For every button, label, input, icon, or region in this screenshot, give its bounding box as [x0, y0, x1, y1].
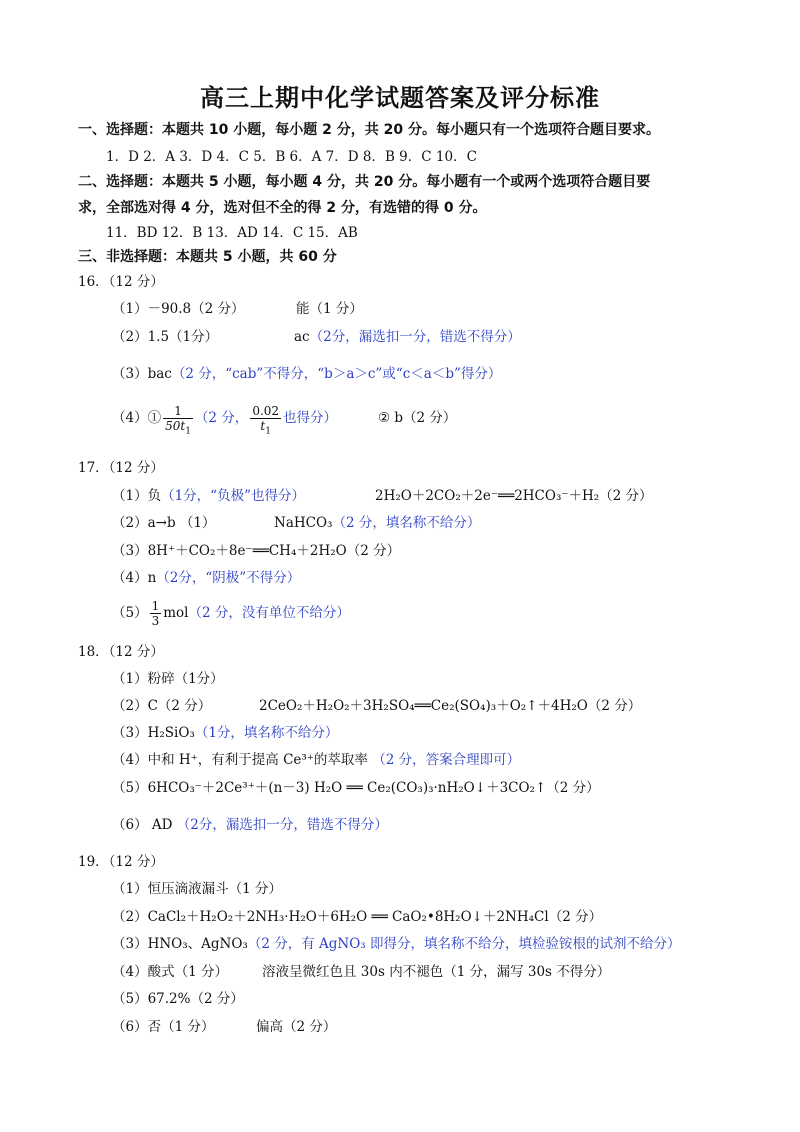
- q16-answer-2b: [294, 328, 521, 346]
- q17-answer-3: （3）8H⁺＋CO₂＋8e⁻══CH₄＋2H₂O（2 分）: [112, 543, 401, 559]
- q18-answer-6-value: （6） AD: [112, 817, 173, 833]
- section2-header-line2: 求，全部选对得 4 分，选对但不全的得 2 分，有选错的得 0 分。: [78, 200, 487, 216]
- q18-answer-2: （2）C（2 分）: [112, 698, 212, 714]
- q17-answer-5-prefix: （5）: [112, 605, 148, 621]
- q17-fraction-den: 3: [151, 614, 160, 628]
- q19-label: 19．（12 分）: [78, 854, 164, 870]
- q17-answer-5-unit: mol: [163, 605, 189, 621]
- q18-answer-2b: 2CeO₂＋H₂O₂＋3H₂SO₄══Ce₂(SO₄)₃＋O₂↑＋4H₂O（2 分）: [259, 698, 642, 714]
- q17-answer-4: [112, 569, 300, 587]
- q16-fraction-2-num: 0.02: [252, 404, 280, 418]
- q17-answer-5-note: （2 分，没有单位不给分）: [188, 605, 350, 621]
- q17-answer-2b: [274, 514, 480, 532]
- q17-answer-1b: 2H₂O＋2CO₂＋2e⁻══2HCO₃⁻＋H₂（2 分）: [375, 488, 653, 504]
- q16-answer-4b: ② b（2 分）: [378, 410, 457, 426]
- q17-answer-5: [112, 594, 350, 632]
- q16-answer-1b: 能（1 分）: [296, 301, 363, 317]
- q16-fraction-1-num: 1: [163, 404, 193, 419]
- section2-answers: 11．BD 12．B 13．AD 14．C 15．AB: [106, 225, 358, 241]
- q19-answer-6: （6）否（1 分）: [112, 1019, 215, 1035]
- q16-answer-2b-note: （2分，漏选扣一分，错选不得分）: [309, 329, 521, 345]
- q19-answer-6b: 偏高（2 分）: [256, 1019, 337, 1035]
- q17-fraction-num: 1: [151, 599, 160, 613]
- q16-label: 16．（12 分）: [78, 274, 164, 290]
- q16-answer-3: [112, 365, 501, 383]
- q18-answer-4-note: （2 分，答案合理即可）: [372, 752, 521, 768]
- q17-answer-2: （2）a→b （1）: [112, 515, 216, 531]
- q18-answer-6-note: （2分，漏选扣一分，错选不得分）: [176, 817, 388, 833]
- q18-answer-6: [112, 816, 388, 834]
- q17-answer-2b-note: （2 分，填名称不给分）: [332, 515, 481, 531]
- q16-answer-3-value: （3）bac: [112, 366, 172, 382]
- q18-label: 18．（12 分）: [78, 644, 164, 660]
- q16-answer-3-note: （2 分，“cab”不得分，“b＞a＞c”或“c＜a＜b”得分）: [171, 366, 502, 382]
- q16-fraction-2-den-sub: 1: [265, 426, 271, 437]
- page-title: 高三上期中化学试题答案及评分标准: [200, 84, 600, 112]
- q16-answer-4-prefix: （4）①: [112, 410, 162, 426]
- q18-answer-3-note: （1分，填名称不给分）: [194, 725, 339, 741]
- q16-fraction-1-den-sub: 1: [185, 426, 191, 437]
- q19-answer-5: （5）67.2%（2 分）: [112, 991, 244, 1007]
- q16-fraction-2-den: [250, 419, 281, 437]
- section1-answers: 1．D 2．A 3．D 4．C 5．B 6．A 7．D 8．B 9．C 10．C: [106, 149, 477, 165]
- q18-answer-4-value: （4）中和 H⁺，有利于提高 Ce³⁺的萃取率: [112, 752, 368, 768]
- q16-fraction-1-den: [163, 419, 193, 437]
- q17-label: 17．（12 分）: [78, 460, 164, 476]
- q16-fraction-1-den-text: 50t: [165, 419, 186, 433]
- q17-answer-4-value: （4）n: [112, 570, 157, 586]
- q17-answer-4-note: （2分，“阴极”不得分）: [156, 570, 301, 586]
- q19-answer-4: （4）酸式（1 分）: [112, 964, 228, 980]
- q16-fraction-2-den-text: t: [260, 419, 266, 433]
- q16-answer-2: （2）1.5（1分）: [112, 329, 219, 345]
- q16-answer-4-note2: 也得分）: [283, 410, 338, 426]
- q18-answer-5: （5）6HCO₃⁻＋2Ce³⁺＋(n－3) H₂O ══ Ce₂(CO₃)₃·nH₂O↓＋3CO₂↑（2 分）: [112, 780, 600, 796]
- section3-header: 三、非选择题：本题共 5 小题，共 60 分: [78, 249, 337, 265]
- q16-fraction-1: [163, 404, 193, 437]
- q18-answer-3-value: （3）H₂SiO₃: [112, 725, 195, 741]
- q17-answer-2b-value: NaHCO₃: [274, 515, 333, 531]
- q19-answer-3-value: （3）HNO₃、AgNO₃: [112, 936, 248, 952]
- q16-answer-1: （1）－90.8（2 分）: [112, 301, 245, 317]
- q19-answer-4b: 溶液呈微红色且 30s 内不褪色（1 分，漏写 30s 不得分）: [262, 964, 611, 980]
- q17-answer-1-note: （1分，“负极”也得分）: [161, 488, 305, 504]
- q17-fraction: [150, 599, 162, 628]
- section2-header-line1: 二、选择题：本题共 5 小题，每小题 4 分，共 20 分。每小题有一个或两个选项符合题目要: [78, 174, 651, 190]
- q16-answer-2b-value: ac: [294, 329, 310, 345]
- q18-answer-3: [112, 724, 338, 742]
- q18-answer-1: （1）粉碎（1分）: [112, 671, 224, 687]
- q16-answer-4: [112, 398, 337, 438]
- q18-answer-4: [112, 751, 520, 769]
- q19-answer-2: （2）CaCl₂＋H₂O₂＋2NH₃·H₂O＋6H₂O ══ CaO₂•8H₂O↓＋2NH₄Cl（2 分）: [112, 909, 603, 925]
- q19-answer-1: （1）恒压滴液漏斗（1 分）: [112, 881, 282, 897]
- q17-answer-1: [112, 487, 305, 505]
- q17-answer-1-value: （1）负: [112, 488, 162, 504]
- q19-answer-3: [112, 935, 681, 953]
- q19-answer-3-note: （2 分，有 AgNO₃ 即得分，填名称不给分，填检验铵根的试剂不给分）: [247, 936, 681, 952]
- q16-fraction-2: [250, 404, 281, 437]
- section1-header: 一、选择题：本题共 10 小题，每小题 2 分，共 20 分。每小题只有一个选项符合题目要求。: [78, 122, 660, 138]
- q16-answer-4-note1: （2 分，: [194, 410, 249, 426]
